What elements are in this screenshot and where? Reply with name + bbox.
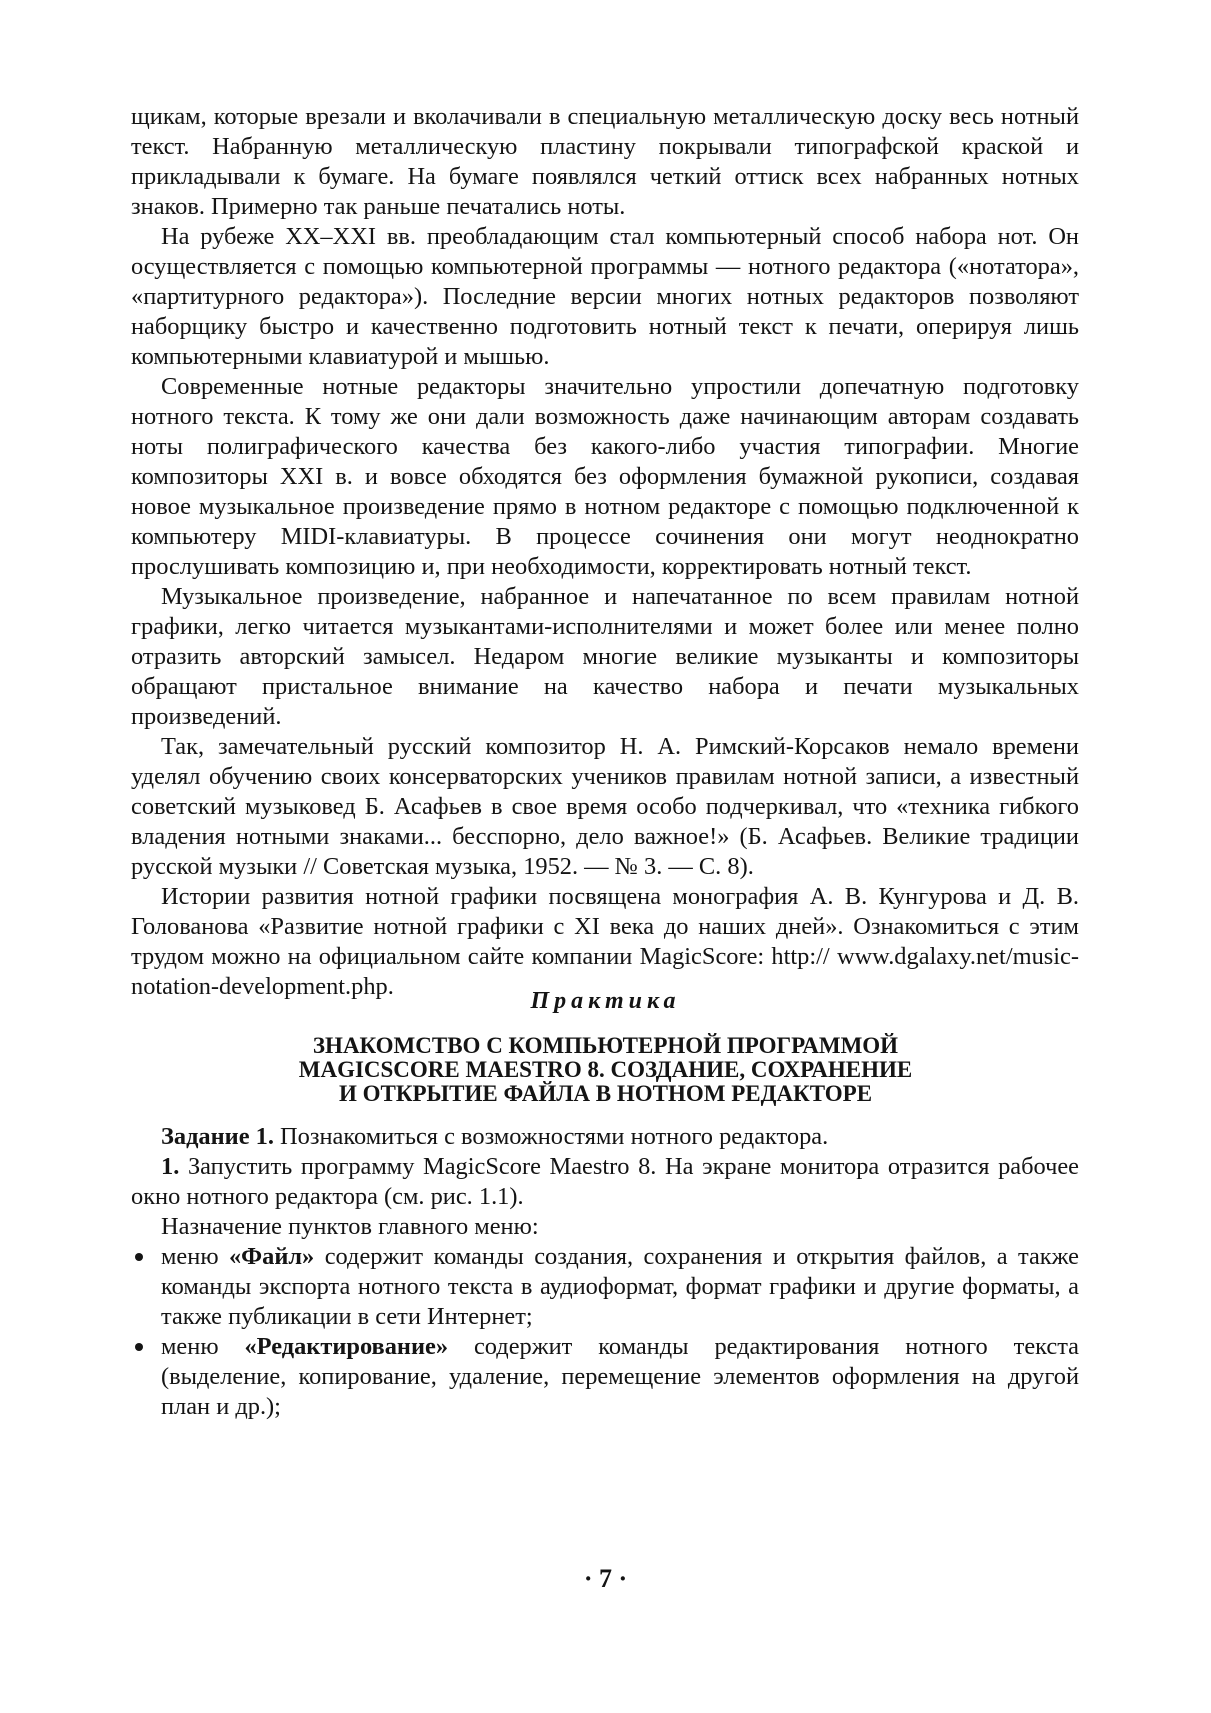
task-step [131, 1152, 1079, 1212]
body-text [131, 102, 1079, 1002]
section-label: Практика [530, 988, 681, 1014]
paragraph-rimsky-korsakov: Так, замечательный русский композитор Н. А. Римский-Корсаков немало времени уделял обучению своих консерваторских учеников правилам нотной записи, а известный советский музыковед Б. Асафьев в свое время особо подчеркивал, что «техника гибкого владения нотными знаками... бесспорно, дело важное!» (Б. Асафьев. Великие традиции русской музыки // Советская музыка, 1952. — № 3. — С. 8). [131, 733, 1079, 880]
menu-list [131, 1242, 1079, 1422]
list-item [131, 1242, 1079, 1332]
list-item-text: содержит команды создания, сохранения и открытия файлов, а также команды экспорта нотного текста в аудиоформат, формат графики и другие форматы, а также публикации в сети Интернет; [161, 1243, 1079, 1330]
bullet-icon [135, 1253, 143, 1261]
task-heading [131, 1122, 1079, 1152]
menu-name: «Файл» [228, 1243, 315, 1270]
paragraph-computer-typesetting: На рубеже XX–XXI вв. преобладающим стал компьютерный способ набора нот. Он осуществляется с помощью компьютерной программы — нотного редактора («нотатора», «партитурного редактора»). Последние версии многих нотных редакторов позволяют наборщику быстро и качественно подготовить нотный текст к печати, оперируя лишь компьютерными клавиатурой и мышью. [131, 223, 1079, 370]
list-item [131, 1332, 1079, 1422]
paragraph-music-graphics: Музыкальное произведение, набранное и напечатанное по всем правилам нотной графики, легко читается музыкантами-исполнителями и может более или менее полно отразить авторский замысел. Недаром многие великие музыканты и композиторы обращают пристальное внимание на качество набора и печати музыкальных произведений. [131, 583, 1079, 730]
section-title-line: MAGICSCORE MAESTRO 8. СОЗДАНИЕ, СОХРАНЕНИЕ [298, 1057, 913, 1082]
paragraph-continuation: щикам, которые врезали и вколачивали в специальную металлическую доску весь нотный текст. Набранную металлическую пластину покрывали типографской краской и прикладывали к бумаге. На бумаге появлялся четкий оттиск всех набранных нотных знаков. Примерно так раньше печатались ноты. [131, 103, 1079, 220]
section-title-line: ЗНАКОМСТВО С КОМПЬЮТЕРНОЙ ПРОГРАММОЙ [312, 1033, 899, 1058]
task-block [131, 1122, 1079, 1422]
paragraph-modern-editors: Современные нотные редакторы значительно упростили допечатную подготовку нотного текста. К тому же они дали возможность даже начинающим авторам создавать ноты полиграфического качества без какого-либо участия типографии. Многие композиторы XXI в. и вовсе обходятся без оформления бумажной рукописи, создавая новое музыкальное произведение прямо в нотном редакторе с помощью подключенной к компьютеру MIDI-клавиатуры. В процессе сочинения они могут неоднократно прослушивать композицию и, при необходимости, корректировать нотный текст. [131, 373, 1079, 580]
menu-intro: Назначение пунктов главного меню: [161, 1213, 539, 1240]
bullet-icon [135, 1343, 143, 1351]
paragraph-history-monograph: Истории развития нотной графики посвящена монография А. В. Кунгурова и Д. В. Голованова «Развитие нотной графики с XI века до наших дней». Ознакомиться с этим трудом можно на официальном сайте компании MagicScore: http:// www.dgalaxy.net/music-notation-development.php. [131, 883, 1079, 1000]
list-item-prefix: меню [161, 1243, 229, 1270]
section-title-line: И ОТКРЫТИЕ ФАЙЛА В НОТНОМ РЕДАКТОРЕ [338, 1081, 873, 1106]
section-title [0, 1034, 1211, 1106]
list-item-prefix: меню [161, 1333, 245, 1360]
page-number: · 7 · [583, 1564, 628, 1593]
task-label: Задание 1. [161, 1123, 274, 1150]
menu-name: «Редактирование» [244, 1333, 449, 1360]
list-item-text: содержит команды редактирования нотного текста (выделение, копирование, удаление, перемещение элементов оформления на другой план и др.); [161, 1333, 1079, 1420]
task-step-text: Запустить программу MagicScore Maestro 8. На экране монитора отразится рабочее окно нотного редактора (см. рис. 1.1). [131, 1153, 1079, 1210]
task-text: Познакомиться с возможностями нотного редактора. [273, 1123, 829, 1150]
task-step-number: 1. [161, 1153, 180, 1180]
